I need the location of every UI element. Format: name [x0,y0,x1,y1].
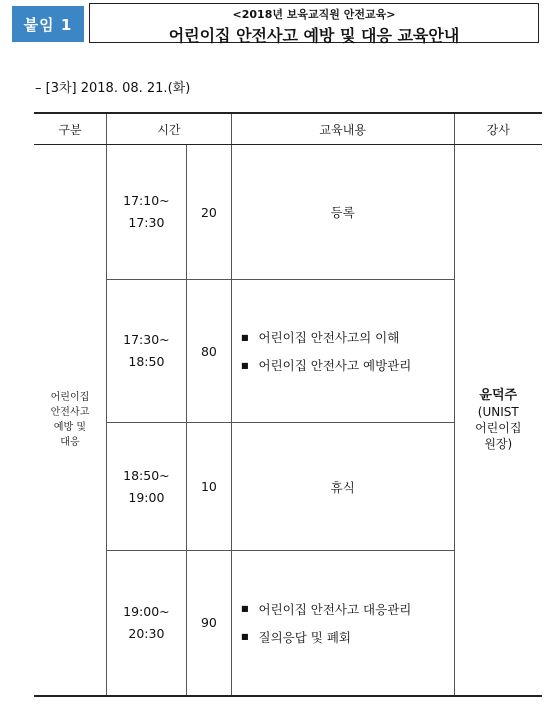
header-time: 시간 [106,113,231,145]
category-line: 대응 [60,436,80,448]
list-item [241,600,453,618]
category-line: 어린이집 [50,391,90,403]
time-start: 17:30~ [123,332,170,347]
square-bullet-icon: ■ [240,604,249,614]
content-text: 등록 [330,205,355,220]
time-end: 17:30 [128,215,165,230]
content-text: 질의응답 및 폐회 [258,629,351,645]
instructor-name: 윤덕주 [479,387,518,403]
instructor-affiliation: (UNIST [477,404,519,419]
content-cell [231,551,454,696]
content-list [233,328,453,374]
time-end: 18:50 [128,354,165,369]
time-start: 17:10~ [123,193,170,208]
attachment-badge: 붙임 1 [12,6,84,42]
time-end: 19:00 [128,489,165,505]
category-cell [34,145,106,696]
instructor-affiliation: 원장) [484,436,513,451]
content-text: 어린이집 안전사고 예방관리 [258,358,412,373]
schedule-table [34,112,542,697]
content-text: 휴식 [330,479,355,495]
session-date: – [3차] 2018. 08. 21.(화) [35,81,191,96]
content-cell [231,280,454,423]
content-cell [231,423,454,551]
time-cell [106,145,186,280]
table-header-row [34,113,542,145]
content-text: 어린이집 안전사고 대응관리 [258,601,412,617]
square-bullet-icon: ■ [240,332,249,342]
time-cell [106,423,186,551]
content-cell [231,145,454,280]
minutes-cell: 20 [186,145,231,280]
category-line: 예방 및 [53,421,87,433]
table-row [34,145,542,280]
square-bullet-icon: ■ [240,360,249,370]
title-box [89,3,539,43]
category-line: 안전사고 [50,406,90,418]
minutes-cell: 90 [186,551,231,696]
header-category: 구분 [34,113,106,145]
list-item [241,356,453,374]
minutes-cell: 10 [186,423,231,551]
list-item [241,628,453,646]
list-item [241,328,453,346]
square-bullet-icon: ■ [240,632,249,642]
content-list [233,600,453,646]
title-main: 어린이집 안전사고 예방 및 대응 교육안내 [168,26,460,45]
header-instructor: 강사 [454,113,542,145]
minutes-cell: 80 [186,280,231,423]
header-content: 교육내용 [231,113,454,145]
time-end: 20:30 [128,625,165,641]
instructor-affiliation: 어린이집 [475,420,522,435]
content-text: 어린이집 안전사고의 이해 [258,330,400,345]
time-start: 18:50~ [123,467,170,483]
time-start: 19:00~ [123,603,170,619]
instructor-cell [454,145,542,696]
title-subtitle: <2018년 보육교직원 안전교육> [232,8,396,21]
time-cell [106,280,186,423]
time-cell [106,551,186,696]
